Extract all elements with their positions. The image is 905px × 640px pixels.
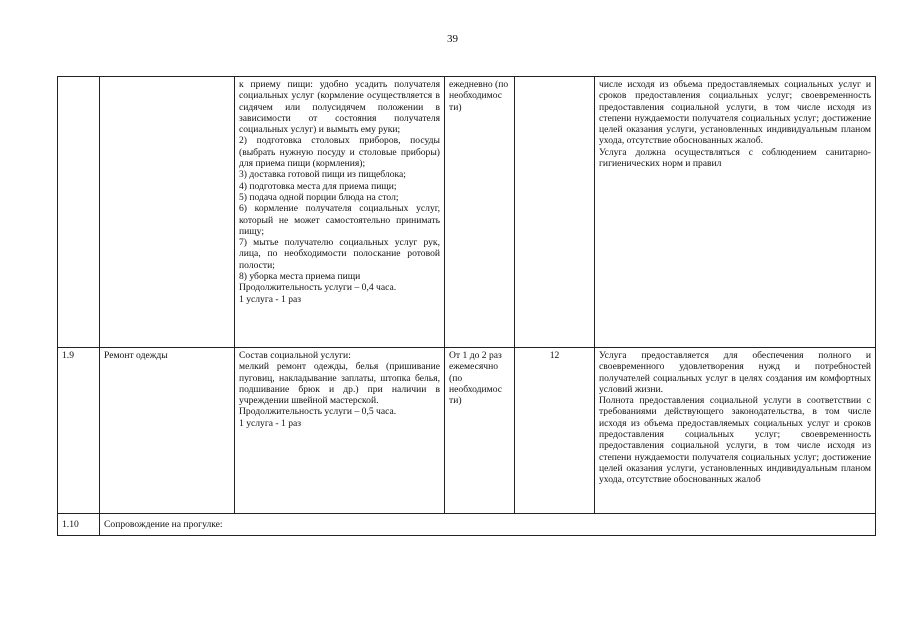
services-table [57, 76, 876, 536]
content-line: мелкий ремонт одежды, белья (пришивание пуговиц, накладывание заплаты, штопка белья, подшивание брюк и др.) при наличии в учреждении швейной мастерской. [239, 361, 440, 407]
row-number-cell: 1.10 [58, 514, 100, 536]
content-line: 3) доставка готовой пищи из пищеблока; [239, 169, 406, 181]
count-cell [515, 77, 595, 348]
table-row [58, 77, 876, 348]
content-line: Продолжительность услуги – 0,5 часа. [239, 406, 397, 418]
page-number: 39 [447, 33, 458, 45]
row-number-cell: 1.9 [58, 348, 100, 514]
section-row [58, 514, 876, 536]
content-line: к приему пищи: удобно усадить получателя социальных услуг (кормление осуществляется в сидячем или полусидячем положении в зависимости от состояния получателя социальных услуг) и вымыть ему руки; [239, 79, 440, 136]
content-line: Состав социальной услуги: [239, 350, 351, 361]
service-content-cell [235, 348, 445, 514]
service-name-cell [100, 77, 235, 348]
content-line: 8) уборка места приема пищи [239, 271, 361, 283]
frequency-cell: ежедневно (по необходимос ти) [445, 77, 515, 348]
service-name-cell: Ремонт одежды [100, 348, 235, 514]
content-line: 5) подача одной порции блюда на стол; [239, 191, 399, 203]
quality-line: Полнота предоставления социальной услуги в соответствии с требованиями действующего законодательства, в том числе исходя из объема предоставляемых социальных услуг и сроков предоставления социальных услуг; своевременность предоставления социальной услуги, в том числе исходя из степени нуждаемости получателя социальных услуг; достижение целей оказания услуги, установленных индивидуальным планом ухода, отсутствие обоснованных жалоб [599, 395, 871, 486]
quality-cell [595, 348, 876, 514]
section-title-cell: Сопровождение на прогулке: [100, 514, 876, 536]
content-line: 1 услуга - 1 раз [239, 293, 302, 305]
content-line: 7) мытье получателю социальных услуг рук, лица, по необходимости полоскание ротовой полости; [239, 237, 440, 271]
frequency-cell: От 1 до 2 раз ежемесячно (по необходимос ти) [445, 348, 515, 514]
row-number-cell [58, 77, 100, 348]
quality-line: Услуга должна осуществляться с соблюдением санитарно-гигиенических норм и правил [599, 146, 871, 170]
content-line: 4) подготовка места для приема пищи; [239, 180, 397, 192]
service-content-cell [235, 77, 445, 348]
quality-line: Услуга предоставляется для обеспечения полного и своевременного удовлетворения нужд и потребностей получателей социальных услуг в целях создания им комфортных условий жизни. [599, 350, 871, 395]
quality-line: числе исходя из объема предоставляемых социальных услуг и сроков предоставления социальных услуг; своевременность предоставления социальной услуги, в том числе исходя из степени нуждаемости получателя социальных услуг; достижение целей оказания услуги, установленных индивидуальным планом ухода, отсутствие обоснованных жалоб. [599, 79, 871, 147]
table-row [58, 348, 876, 514]
content-line: Продолжительность услуги – 0,4 часа. [239, 282, 397, 294]
content-line: 1 услуга - 1 раз [239, 417, 302, 429]
count-cell: 12 [515, 348, 595, 514]
content-line: 6) кормление получателя социальных услуг, который не может самостоятельно принимать пищу; [239, 203, 440, 237]
content-line: 2) подготовка столовых приборов, посуды (выбрать нужную посуду и столовые приборы) для приема пищи (кормления); [239, 135, 440, 170]
quality-cell [595, 77, 876, 348]
